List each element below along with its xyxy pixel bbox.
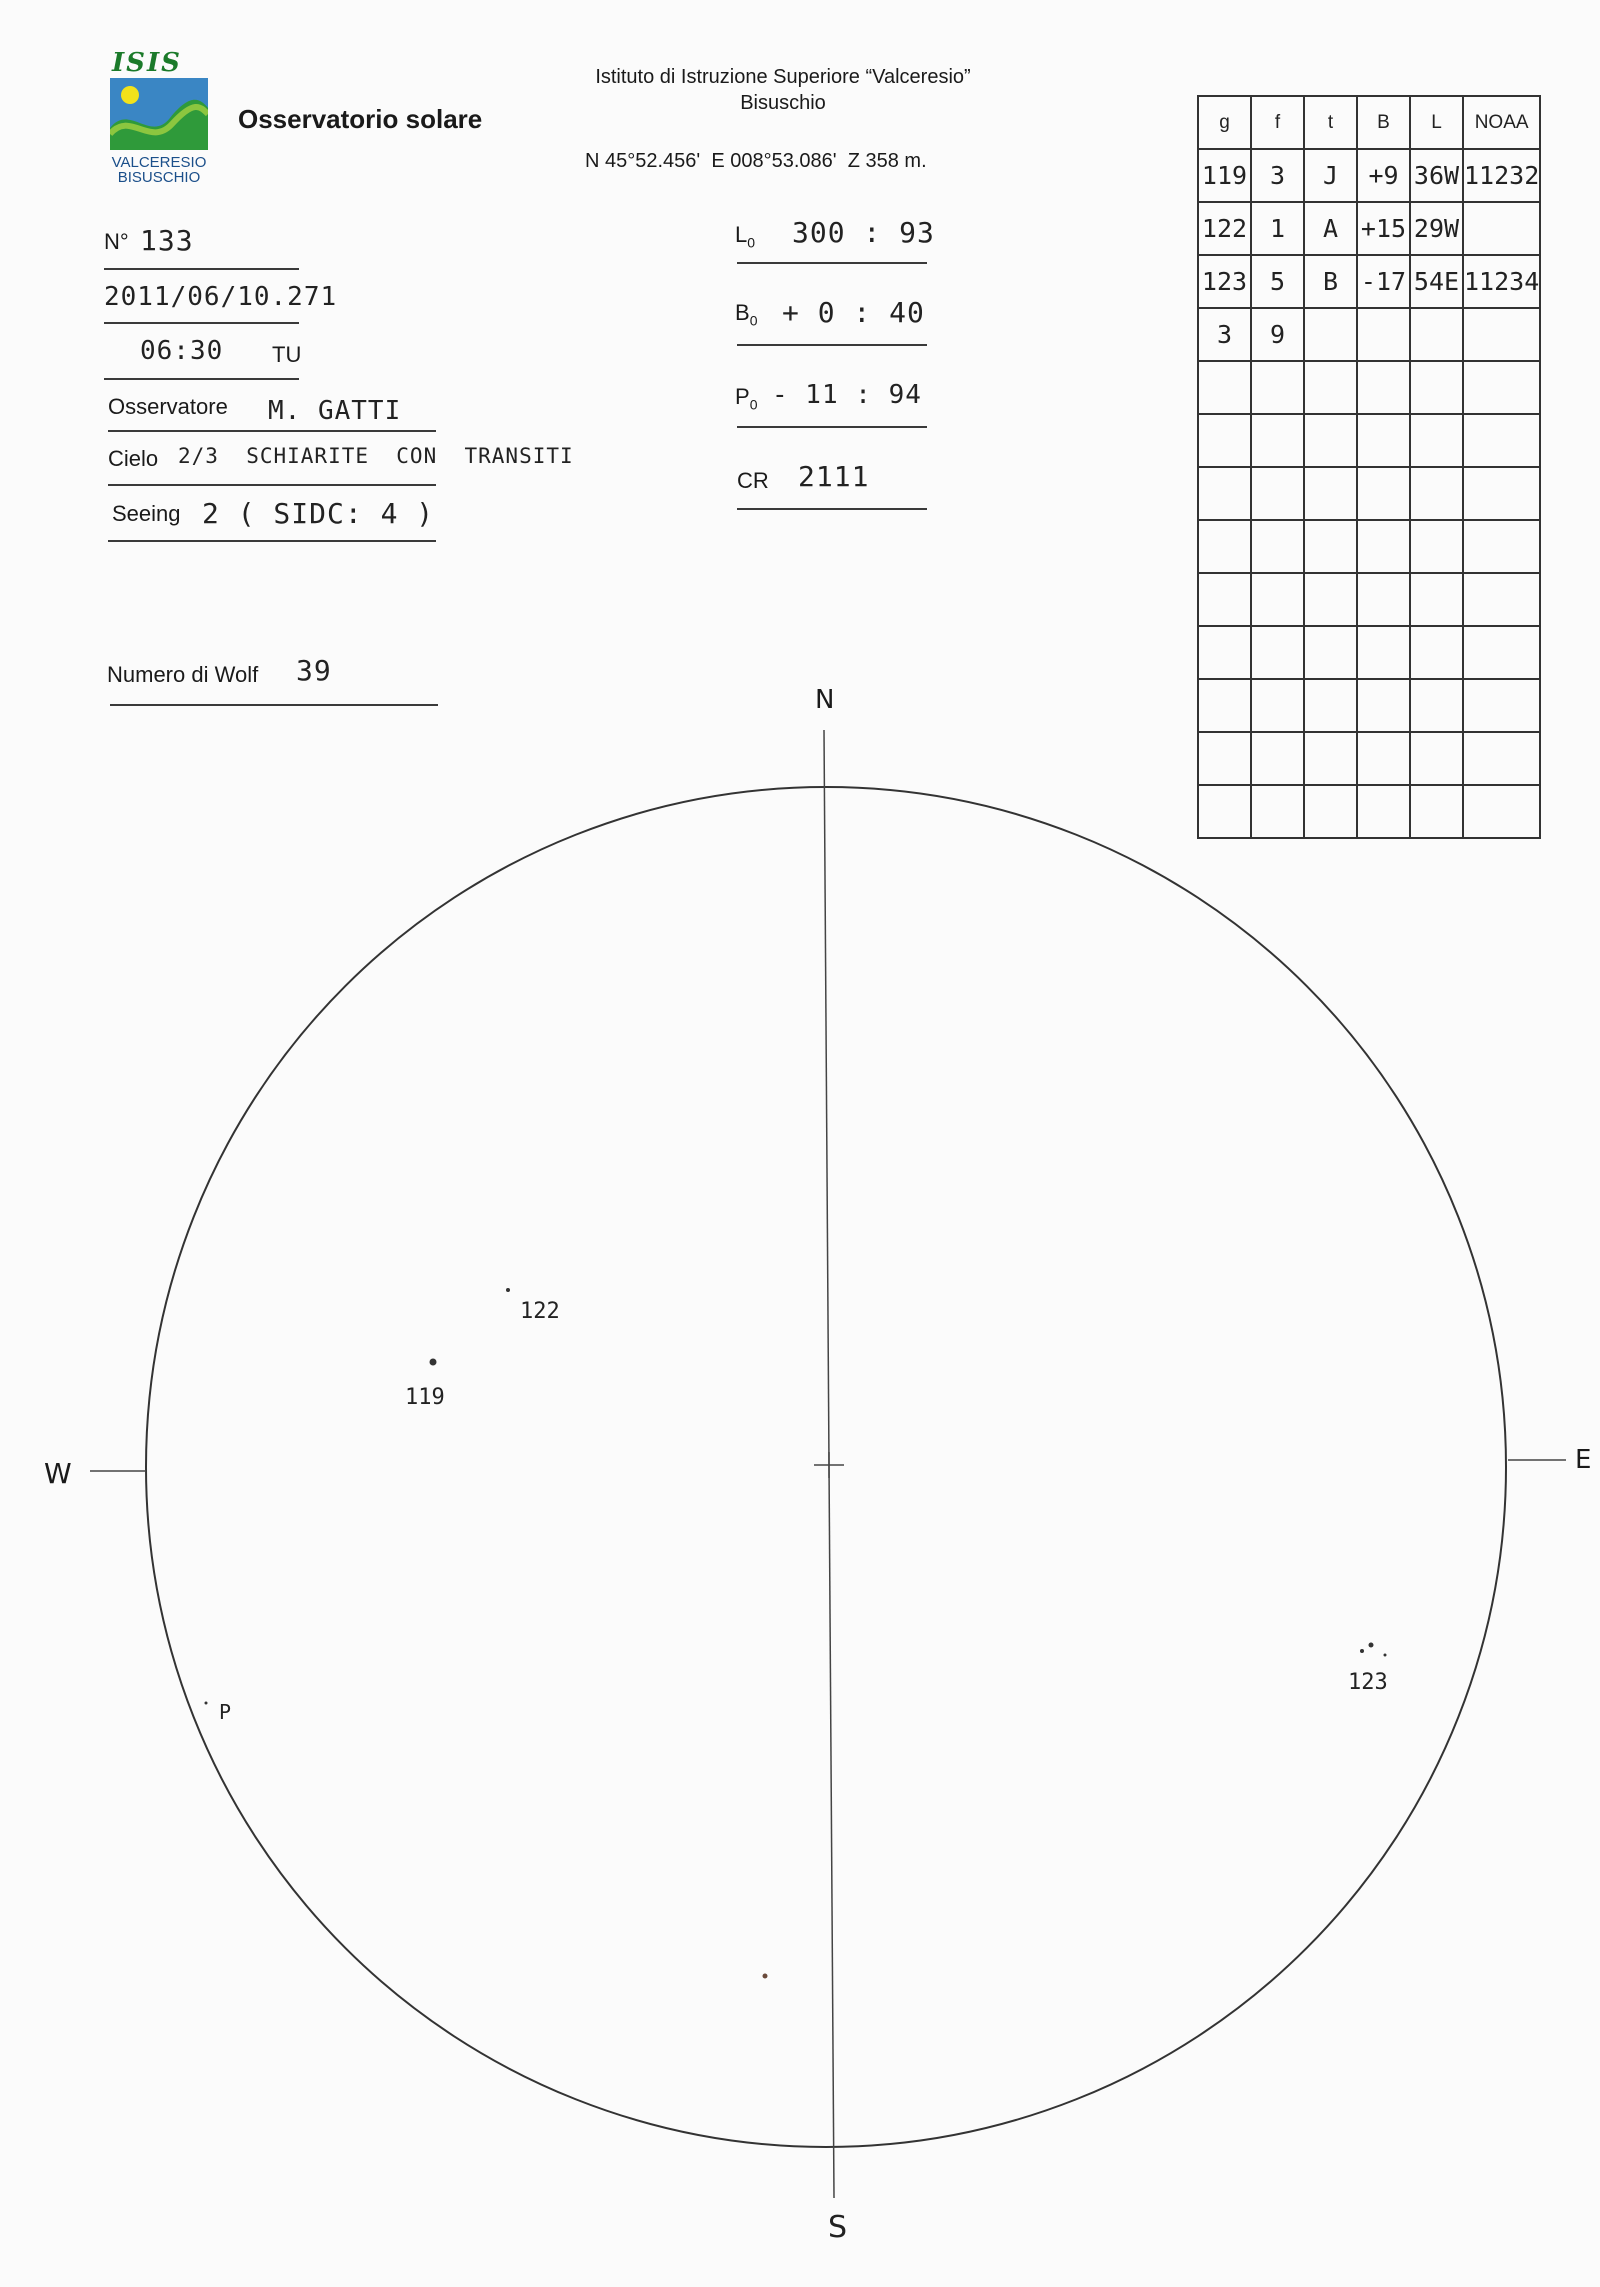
sky-label: Cielo <box>108 446 159 471</box>
sunspot-123-c <box>1384 1654 1387 1657</box>
b0-label <box>735 300 757 328</box>
l0-rule <box>737 262 927 264</box>
table-cell: -17 <box>1357 255 1410 308</box>
table-cell <box>1198 785 1251 838</box>
table-cell: 5 <box>1251 255 1304 308</box>
table-cell: 122 <box>1198 202 1251 255</box>
institute-line: Istituto di Istruzione Superiore “Valceresio” <box>595 66 971 88</box>
table-cell <box>1198 520 1251 573</box>
number-label: N° <box>104 229 129 254</box>
table-header-cell: t <box>1304 96 1357 149</box>
table-cell <box>1357 520 1410 573</box>
table-row <box>1198 308 1540 361</box>
west-label: W <box>44 1457 72 1490</box>
table-cell <box>1304 573 1357 626</box>
table-header-cell: NOAA <box>1463 96 1540 149</box>
table-cell: 119 <box>1198 149 1251 202</box>
seeing-value: 2 ( SIDC: 4 ) <box>202 497 435 530</box>
institute-name <box>543 64 1023 116</box>
table-cell <box>1410 679 1463 732</box>
table-row <box>1198 732 1540 785</box>
table-cell <box>1463 467 1540 520</box>
table-cell <box>1304 414 1357 467</box>
table-header-cell: g <box>1198 96 1251 149</box>
table-cell <box>1198 679 1251 732</box>
table-cell: B <box>1304 255 1357 308</box>
table-cell <box>1357 414 1410 467</box>
table-cell <box>1357 785 1410 838</box>
table-cell <box>1198 361 1251 414</box>
page-title: Osservatorio solare <box>238 104 483 134</box>
cr-value: 2111 <box>798 460 870 493</box>
table-cell <box>1410 520 1463 573</box>
table-cell <box>1410 467 1463 520</box>
table-cell: 36W <box>1410 149 1463 202</box>
wolf-label: Numero di Wolf <box>107 662 259 687</box>
table-cell <box>1304 361 1357 414</box>
number-value: 133 <box>140 224 194 257</box>
group-label-119: 119 <box>405 1385 445 1410</box>
observer-value: M. GATTI <box>268 396 402 426</box>
p0-letter: P <box>735 384 750 409</box>
table-cell <box>1357 361 1410 414</box>
table-cell <box>1463 361 1540 414</box>
sky-value: 2/3 SCHIARITE CON TRANSITI <box>178 444 574 468</box>
table-cell <box>1410 308 1463 361</box>
table-cell <box>1198 573 1251 626</box>
logo-caption <box>105 155 213 185</box>
table-cell <box>1304 626 1357 679</box>
sunspot-119 <box>430 1359 437 1366</box>
institute-place: Bisuschio <box>740 92 826 114</box>
table-cell <box>1198 414 1251 467</box>
table-cell <box>1357 573 1410 626</box>
table-cell <box>1251 679 1304 732</box>
table-cell <box>1463 679 1540 732</box>
sunspot-123-a <box>1360 1649 1364 1653</box>
table-cell <box>1304 732 1357 785</box>
cr-label: CR <box>737 468 769 493</box>
table-cell <box>1251 626 1304 679</box>
number-rule <box>104 268 299 270</box>
sunspot-123-b <box>1369 1643 1374 1648</box>
table-cell: 3 <box>1198 308 1251 361</box>
table-cell <box>1463 626 1540 679</box>
table-cell <box>1304 308 1357 361</box>
table-cell <box>1357 308 1410 361</box>
table-row <box>1198 679 1540 732</box>
north-label: N <box>815 685 835 715</box>
table-cell: 123 <box>1198 255 1251 308</box>
observatory-coordinates: N 45°52.456' E 008°53.086' Z 358 m. <box>585 150 927 172</box>
logo-wordmark: ISIS <box>112 48 182 78</box>
table-cell: +9 <box>1357 149 1410 202</box>
l0-value: 300 : 93 <box>792 216 935 249</box>
east-label: E <box>1575 1445 1592 1475</box>
table-cell: 11234 <box>1463 255 1540 308</box>
table-cell <box>1251 785 1304 838</box>
table-cell <box>1251 414 1304 467</box>
b0-letter: B <box>735 300 750 325</box>
table-cell <box>1410 573 1463 626</box>
table-cell <box>1410 732 1463 785</box>
l0-label <box>735 222 755 250</box>
p0-label <box>735 384 757 412</box>
observer-label: Osservatore <box>108 394 228 419</box>
table-cell: J <box>1304 149 1357 202</box>
p0-rule <box>737 426 927 428</box>
table-cell <box>1251 573 1304 626</box>
disk-mark <box>763 1974 768 1979</box>
table-cell: A <box>1304 202 1357 255</box>
table-cell <box>1410 626 1463 679</box>
table-cell: +15 <box>1357 202 1410 255</box>
table-row <box>1198 202 1540 255</box>
table-cell <box>1251 467 1304 520</box>
table-row <box>1198 573 1540 626</box>
table-cell <box>1463 308 1540 361</box>
p0-subscript: 0 <box>749 396 758 413</box>
time-unit: TU <box>272 342 302 367</box>
table-cell: 3 <box>1251 149 1304 202</box>
facula-label-p: P <box>219 1700 232 1724</box>
table-cell <box>1251 732 1304 785</box>
sky-rule <box>108 484 436 486</box>
table-cell <box>1251 520 1304 573</box>
table-cell <box>1304 467 1357 520</box>
wolf-rule <box>110 704 438 706</box>
table-cell <box>1198 467 1251 520</box>
table-row <box>1198 520 1540 573</box>
sunspot-122 <box>506 1288 510 1292</box>
facula-p-dot <box>205 1702 208 1705</box>
table-cell <box>1463 520 1540 573</box>
table-cell <box>1463 573 1540 626</box>
table-row <box>1198 414 1540 467</box>
south-label: S <box>828 2210 849 2245</box>
table-cell <box>1198 732 1251 785</box>
table-cell <box>1304 520 1357 573</box>
seeing-label: Seeing <box>112 501 181 526</box>
date-rule <box>104 322 299 324</box>
table-cell <box>1304 785 1357 838</box>
logo-caption-line2: BISUSCHIO <box>117 169 201 186</box>
seeing-rule <box>108 540 436 542</box>
table-cell <box>1463 414 1540 467</box>
b0-rule <box>737 344 927 346</box>
table-header-cell: f <box>1251 96 1304 149</box>
l0-subscript: 0 <box>747 234 756 251</box>
table-cell <box>1410 414 1463 467</box>
table-row <box>1198 255 1540 308</box>
date-value: 2011/06/10.271 <box>104 282 338 312</box>
l0-letter: L <box>735 222 748 247</box>
table-header-row <box>1198 96 1540 149</box>
wolf-value: 39 <box>296 654 332 687</box>
table-row <box>1198 467 1540 520</box>
table-cell <box>1304 679 1357 732</box>
table-row <box>1198 626 1540 679</box>
table-row <box>1198 785 1540 838</box>
groups-table <box>1197 95 1541 839</box>
table-cell <box>1410 361 1463 414</box>
groups-table-body <box>1198 96 1540 838</box>
cr-rule <box>737 508 927 510</box>
table-cell: 29W <box>1410 202 1463 255</box>
b0-value: + 0 : 40 <box>782 296 925 329</box>
table-header-cell: B <box>1357 96 1410 149</box>
table-cell <box>1357 732 1410 785</box>
table-cell <box>1251 361 1304 414</box>
observer-rule <box>108 430 436 432</box>
b0-subscript: 0 <box>749 312 758 329</box>
group-label-123: 123 <box>1348 1670 1388 1695</box>
table-cell <box>1198 626 1251 679</box>
logo-caption-line1: VALCERESIO <box>111 154 207 171</box>
table-cell <box>1357 626 1410 679</box>
table-cell <box>1463 785 1540 838</box>
group-label-122: 122 <box>520 1299 560 1324</box>
table-cell: 54E <box>1410 255 1463 308</box>
table-cell <box>1463 202 1540 255</box>
p0-value: - 11 : 94 <box>772 380 922 410</box>
table-cell <box>1357 467 1410 520</box>
time-value: 06:30 <box>140 336 224 366</box>
north-south-axis <box>824 730 834 2198</box>
table-row <box>1198 149 1540 202</box>
solar-disk-circle <box>146 787 1506 2147</box>
logo-icon <box>110 78 208 150</box>
time-rule <box>104 378 299 380</box>
table-cell <box>1463 732 1540 785</box>
table-cell: 11232 <box>1463 149 1540 202</box>
table-header-cell: L <box>1410 96 1463 149</box>
table-cell: 1 <box>1251 202 1304 255</box>
table-row <box>1198 361 1540 414</box>
table-cell <box>1357 679 1410 732</box>
table-cell: 9 <box>1251 308 1304 361</box>
table-cell <box>1410 785 1463 838</box>
